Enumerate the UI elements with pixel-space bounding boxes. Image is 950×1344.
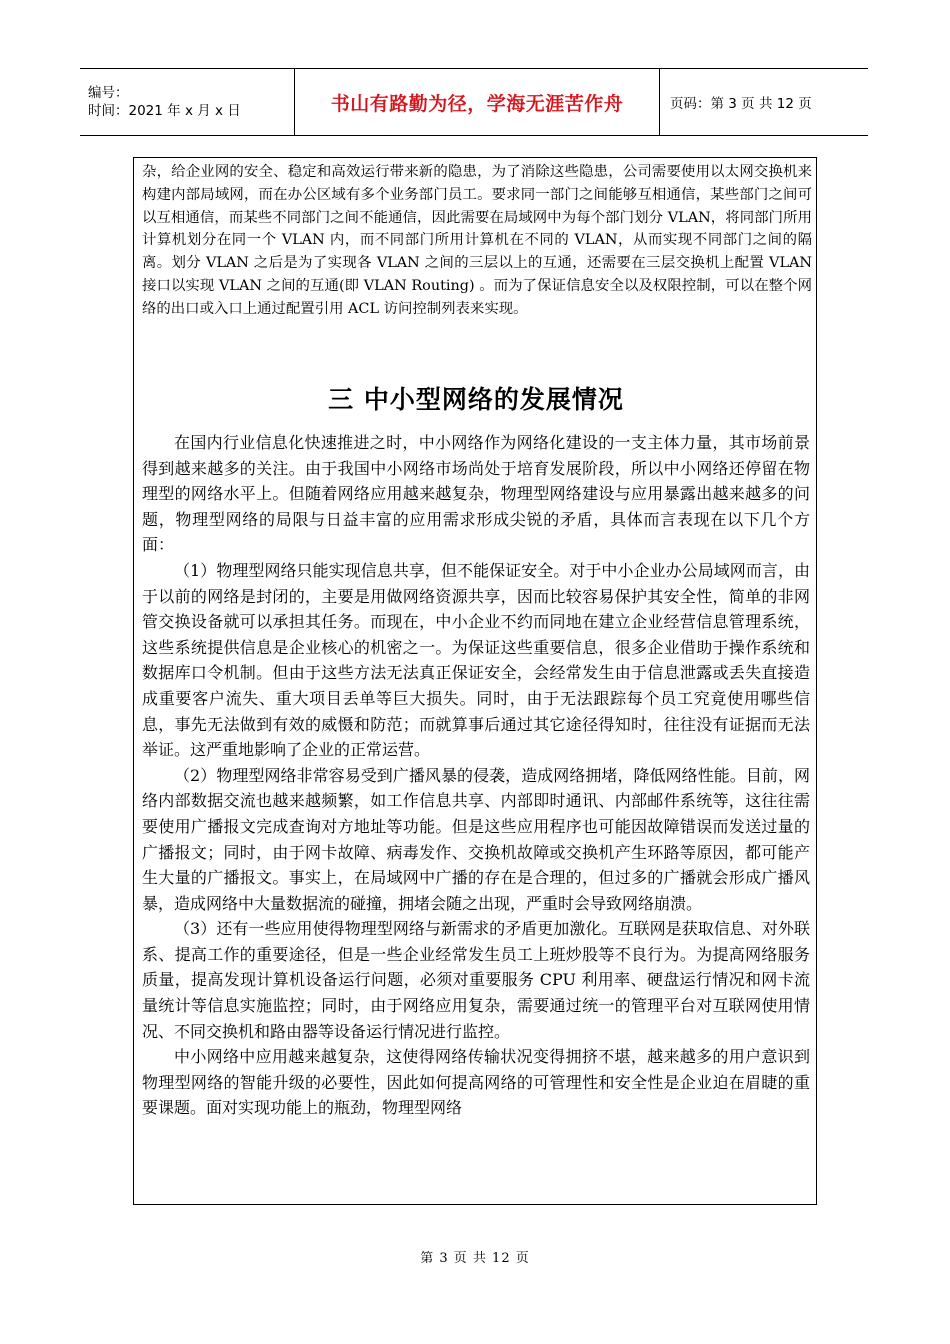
header-meta (80, 69, 294, 135)
intro-paragraph: 杂，给企业网的安全、稳定和高效运行带来新的隐患，为了消除这些隐患，公司需要使用以太网交换机来构建内部局域网，而在办公区域有多个业务部门员工。要求同一部门之间能够互相通信，某些部门之间可以互相通信，而某些不同部门之间不能通信，因此需要在局域网中为每个部门划分 VLAN，将同部门所用计算机划分在同一个 VLAN 内，而不同部门所用计算机在不同的 VLAN，从而实现不同部门之间的隔离。划分 VLAN 之后是为了实现各 VLAN 之间的三层以上的互通，还需要在三层交换机上配置 VLAN 接口以实现 VLAN 之间的互通(即 VLAN Routing) 。而为了保证信息安全以及权限控制，可以在整个网络的出口或入口上通过配置引用 ACL 访问控制列表来实现。 (142, 164, 812, 317)
document-time-label: 时间：2021 年 x 月 x 日 (88, 103, 241, 119)
page-header (80, 68, 868, 136)
header-page-cell (660, 69, 868, 135)
body-paragraph: （3）还有一些应用使得物理型网络与新需求的矛盾更加激化。互联网是获取信息、对外联系、提高工作的重要途径，但是一些企业经常发生员工上班炒股等不良行为。为提高网络服务质量，提高发现计算机设备运行问题，必须对重要服务 CPU 利用率、硬盘运行情况和网卡流量统计等信息实施监控；同时，由于网络应用复杂，需要通过统一的管理平台对互联网使用情况、不同交换机和路由器等设备运行情况进行监控。 (142, 919, 810, 1041)
section-body (142, 430, 810, 1121)
header-page-number: 页码：第 3 页 共 12 页 (670, 96, 812, 112)
motto-text: 书山有路勤为径，学海无涯苦作舟 (330, 92, 624, 115)
body-paragraph: 在国内行业信息化快速推进之时，中小网络作为网络化建设的一支主体力量，其市场前景得到越来越多的关注。由于我国中小网络市场尚处于培育发展阶段，所以中小网络还停留在物理型的网络水平上。但随着网络应用越来越复杂，物理型网络建设与应用暴露出越来越多的问题，物理型网络的局限与日益丰富的应用需求形成尖锐的矛盾，具体而言表现在以下几个方面： (142, 433, 810, 555)
document-number-label: 编号： (88, 85, 129, 101)
body-paragraph: （2）物理型网络非常容易受到广播风暴的侵袭，造成网络拥堵，降低网络性能。目前，网络内部数据交流也越来越频繁，如工作信息共享、内部即时通讯、内部邮件系统等，这往往需要使用广播报文完成查询对方地址等功能。但是这些应用程序也可能因故障错误而发送过量的广播报文；同时，由于网卡故障、病毒发作、交换机故障或交换机产生环路等原因，都可能产生大量的广播报文。事实上，在局域网中广播的存在是合理的，但过多的广播就会形成广播风暴，造成网络中大量数据流的碰撞，拥堵会随之出现，严重时会导致网络崩溃。 (142, 765, 810, 913)
section-title: 三 中小型网络的发展情况 (328, 385, 624, 414)
body-paragraph: 中小网络中应用越来越复杂，这使得网络传输状况变得拥挤不堪，越来越多的用户意识到物理型网络的智能升级的必要性，因此如何提高网络的可管理性和安全性是企业迫在眉睫的重要课题。面对实现功能上的瓶劲，物理型网络 (142, 1047, 810, 1118)
content-frame (133, 157, 817, 1205)
page-footer: 第 3 页 共 12 页 (420, 1251, 530, 1266)
body-paragraph: （1）物理型网络只能实现信息共享，但不能保证安全。对于中小企业办公局域网而言，由于以前的网络是封闭的，主要是用做网络资源共享，因而比较容易保护其安全性，简单的非网管交换设备就可以承担其任务。而现在，中小企业不约而同地在建立企业经营信息管理系统，这些系统提供信息是企业核心的机密之一。为保证这些重要信息，很多企业借助于操作系统和数据库口令机制。但由于这些方法无法真正保证安全，会经常发生由于信息泄露或丢失直接造成重要客户流失、重大项目丢单等巨大损失。同时，由于无法跟踪每个员工究竟使用哪些信息，事先无法做到有效的威慑和防范；而就算事后通过其它途径得知时，往往没有证据而无法举证。这严重地影响了企业的正常运营。 (142, 560, 810, 760)
header-motto-cell (294, 69, 660, 135)
